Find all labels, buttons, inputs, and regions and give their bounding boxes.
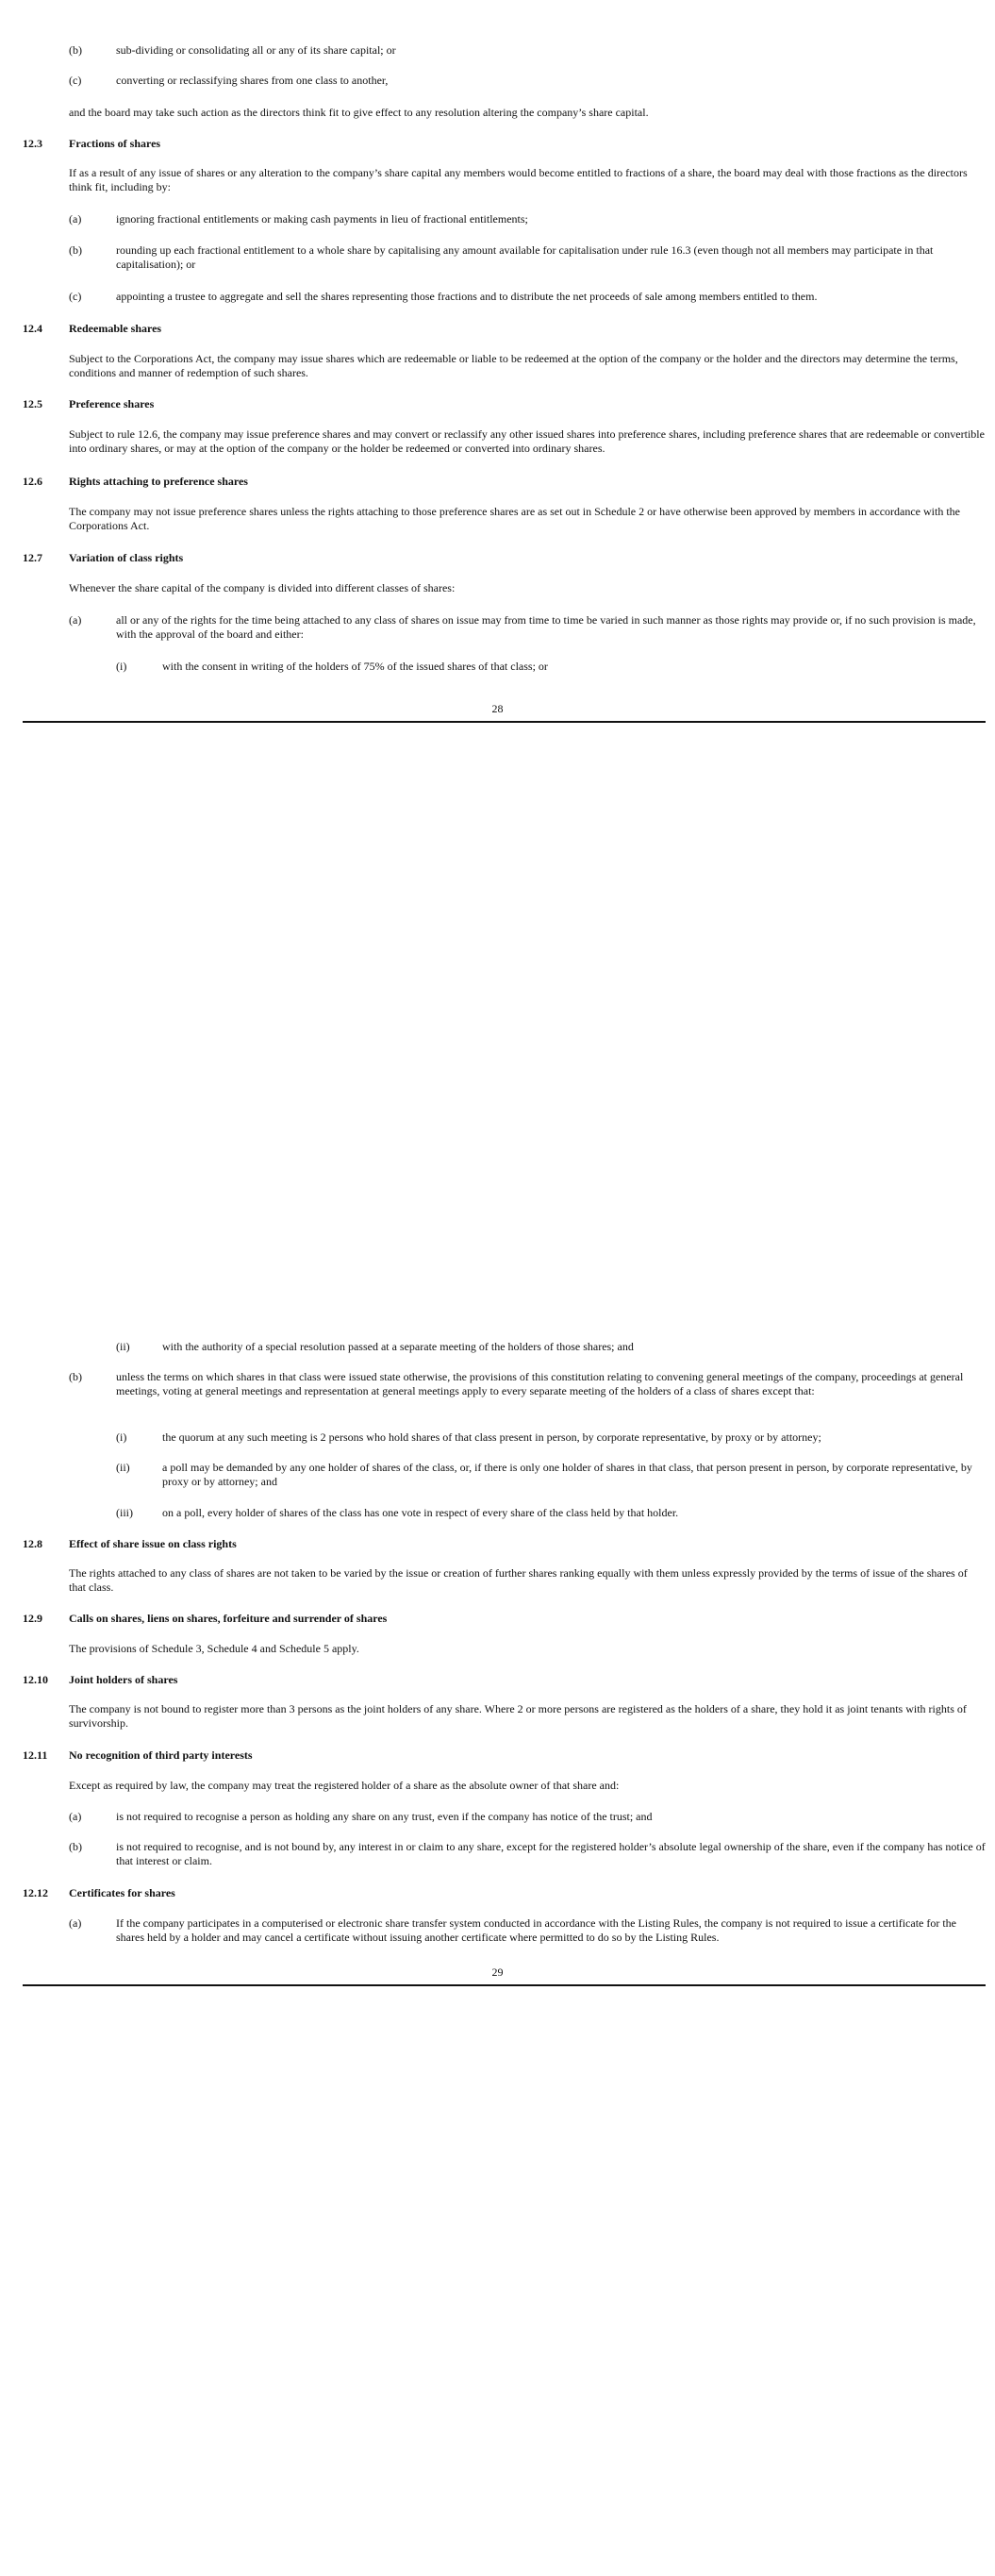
list-item-text: all or any of the rights for the time being attached to any class of shares on issue may from time to time be varied in such manner as those rights may provide or, if no such provision is made, with the approval of the board and either: (116, 613, 976, 641)
section-heading: Variation of class rights (69, 551, 184, 564)
list-label: (b) (69, 43, 82, 57)
paragraph: The company is not bound to register more than 3 persons as the joint holders of any share. Where 2 or more persons are registered as the holders of a share, they hold it as joint tenants with rights of survivorship. (69, 1702, 967, 1730)
sub-list-item-text: a poll may be demanded by any one holder of shares of the class, or, if there is only one holder of shares in that class, that person present in person, by corporate representative, by proxy or by attorney; and (162, 1461, 972, 1488)
sub-list-label: (ii) (116, 1340, 130, 1353)
sub-list-item-text: with the authority of a special resolution passed at a separate meeting of the holders of those shares; and (162, 1340, 634, 1353)
list-label: (a) (69, 613, 82, 627)
section-number: 12.3 (23, 137, 42, 150)
page-number: 28 (491, 702, 504, 715)
sub-list-label: (i) (116, 1430, 127, 1444)
paragraph: If as a result of any issue of shares or any alteration to the company’s share capital any members would become entitled to fractions of a share, the board may deal with those fractions as the directors think fit, including by: (69, 166, 968, 193)
section-number: 12.12 (23, 1886, 48, 1899)
sub-list-item-text: the quorum at any such meeting is 2 persons who hold shares of that class present in person, by corporate representative, by proxy or by attorney; (162, 1430, 821, 1444)
section-number: 12.11 (23, 1748, 48, 1762)
section-number: 12.8 (23, 1537, 42, 1550)
list-item-text: is not required to recognise, and is not bound by, any interest in or claim to any share, except for the registered holder’s absolute legal ownership of the share, even if the company has notice of that interest or claim. (116, 1840, 986, 1867)
paragraph: The company may not issue preference shares unless the rights attaching to those preference shares are as set out in Schedule 2 or have otherwise been approved by members in accordance with the Corporations Act. (69, 505, 960, 532)
sub-list-label: (i) (116, 660, 127, 673)
sub-list-item-text: on a poll, every holder of shares of the class has one vote in respect of every share of the class held by that holder. (162, 1506, 679, 1519)
page-divider (23, 721, 986, 723)
paragraph: and the board may take such action as the directors think fit to give effect to any resolution altering the company’s share capital. (69, 106, 649, 119)
section-heading: Redeemable shares (69, 322, 162, 335)
paragraph: Subject to rule 12.6, the company may issue preference shares and may convert or reclassify any other issued shares into preference shares, including preference shares that are redeemable or convertible into ordinary shares, or may at the option of the company or the holder be redeemed or converted into ordinary shares. (69, 427, 985, 455)
page-number: 29 (491, 1965, 504, 1979)
paragraph: The provisions of Schedule 3, Schedule 4 and Schedule 5 apply. (69, 1642, 359, 1655)
sub-list-label: (ii) (116, 1461, 130, 1474)
paragraph: The rights attached to any class of shares are not taken to be varied by the issue or creation of further shares ranking equally with them unless expressly provided by the terms of issue of the shares of that class. (69, 1566, 968, 1594)
section-number: 12.10 (23, 1673, 48, 1686)
section-number: 12.7 (23, 551, 42, 564)
section-heading: Certificates for shares (69, 1886, 175, 1899)
section-heading: Rights attaching to preference shares (69, 475, 248, 488)
page-divider (23, 1984, 986, 1986)
list-label: (a) (69, 1810, 82, 1823)
list-label: (a) (69, 212, 82, 226)
list-item-text: is not required to recognise a person as holding any share on any trust, even if the company has notice of the trust; and (116, 1810, 653, 1823)
sub-list-item-text: with the consent in writing of the holders of 75% of the issued shares of that class; or (162, 660, 548, 673)
paragraph: Whenever the share capital of the company is divided into different classes of shares: (69, 581, 456, 594)
section-heading: Calls on shares, liens on shares, forfeiture and surrender of shares (69, 1612, 388, 1625)
list-label: (b) (69, 243, 82, 257)
section-heading: No recognition of third party interests (69, 1748, 253, 1762)
list-label: (a) (69, 1916, 82, 1930)
document-page-29 (0, 1340, 995, 2000)
list-item-text: If the company participates in a computerised or electronic share transfer system conducted in accordance with the Listing Rules, the company is not required to issue a certificate for the shares held by a holder and may cancel a certificate without issuing another certificate where permitted to do so by the Listing Rules. (116, 1916, 957, 1944)
section-number: 12.4 (23, 322, 42, 335)
document-page-28 (0, 0, 995, 736)
list-label: (c) (69, 74, 82, 87)
list-label: (b) (69, 1840, 82, 1853)
section-number: 12.9 (23, 1612, 42, 1625)
list-item-text: converting or reclassifying shares from one class to another, (116, 74, 389, 87)
list-label: (c) (69, 290, 82, 303)
section-heading: Joint holders of shares (69, 1673, 178, 1686)
sub-list-label: (iii) (116, 1506, 133, 1519)
list-item-text: appointing a trustee to aggregate and sell the shares representing those fractions and to distribute the net proceeds of sale among members entitled to them. (116, 290, 818, 303)
list-item-text: sub-dividing or consolidating all or any of its share capital; or (116, 43, 396, 57)
section-number: 12.6 (23, 475, 42, 488)
section-heading: Preference shares (69, 397, 155, 410)
list-item-text: ignoring fractional entitlements or making cash payments in lieu of fractional entitlements; (116, 212, 528, 226)
paragraph: Except as required by law, the company may treat the registered holder of a share as the absolute owner of that share and: (69, 1779, 620, 1792)
list-label: (b) (69, 1370, 82, 1383)
list-item-text: rounding up each fractional entitlement to a whole share by capitalising any amount available for capitalisation under rule 16.3 (even though not all members may participate in that capitalisation); or (116, 243, 934, 271)
list-item-text: unless the terms on which shares in that class were issued state otherwise, the provisions of this constitution relating to convening general meetings of the company, proceedings at general meetings, voting at general meetings and representation at general meetings apply to every separate meeting of the holders of a class of shares except that: (116, 1370, 964, 1397)
paragraph: Subject to the Corporations Act, the company may issue shares which are redeemable or liable to be redeemed at the option of the company or the holder and the directors may determine the terms, conditions and manner of redemption of such shares. (69, 352, 958, 379)
section-number: 12.5 (23, 397, 42, 410)
section-heading: Fractions of shares (69, 137, 161, 150)
section-heading: Effect of share issue on class rights (69, 1537, 237, 1550)
